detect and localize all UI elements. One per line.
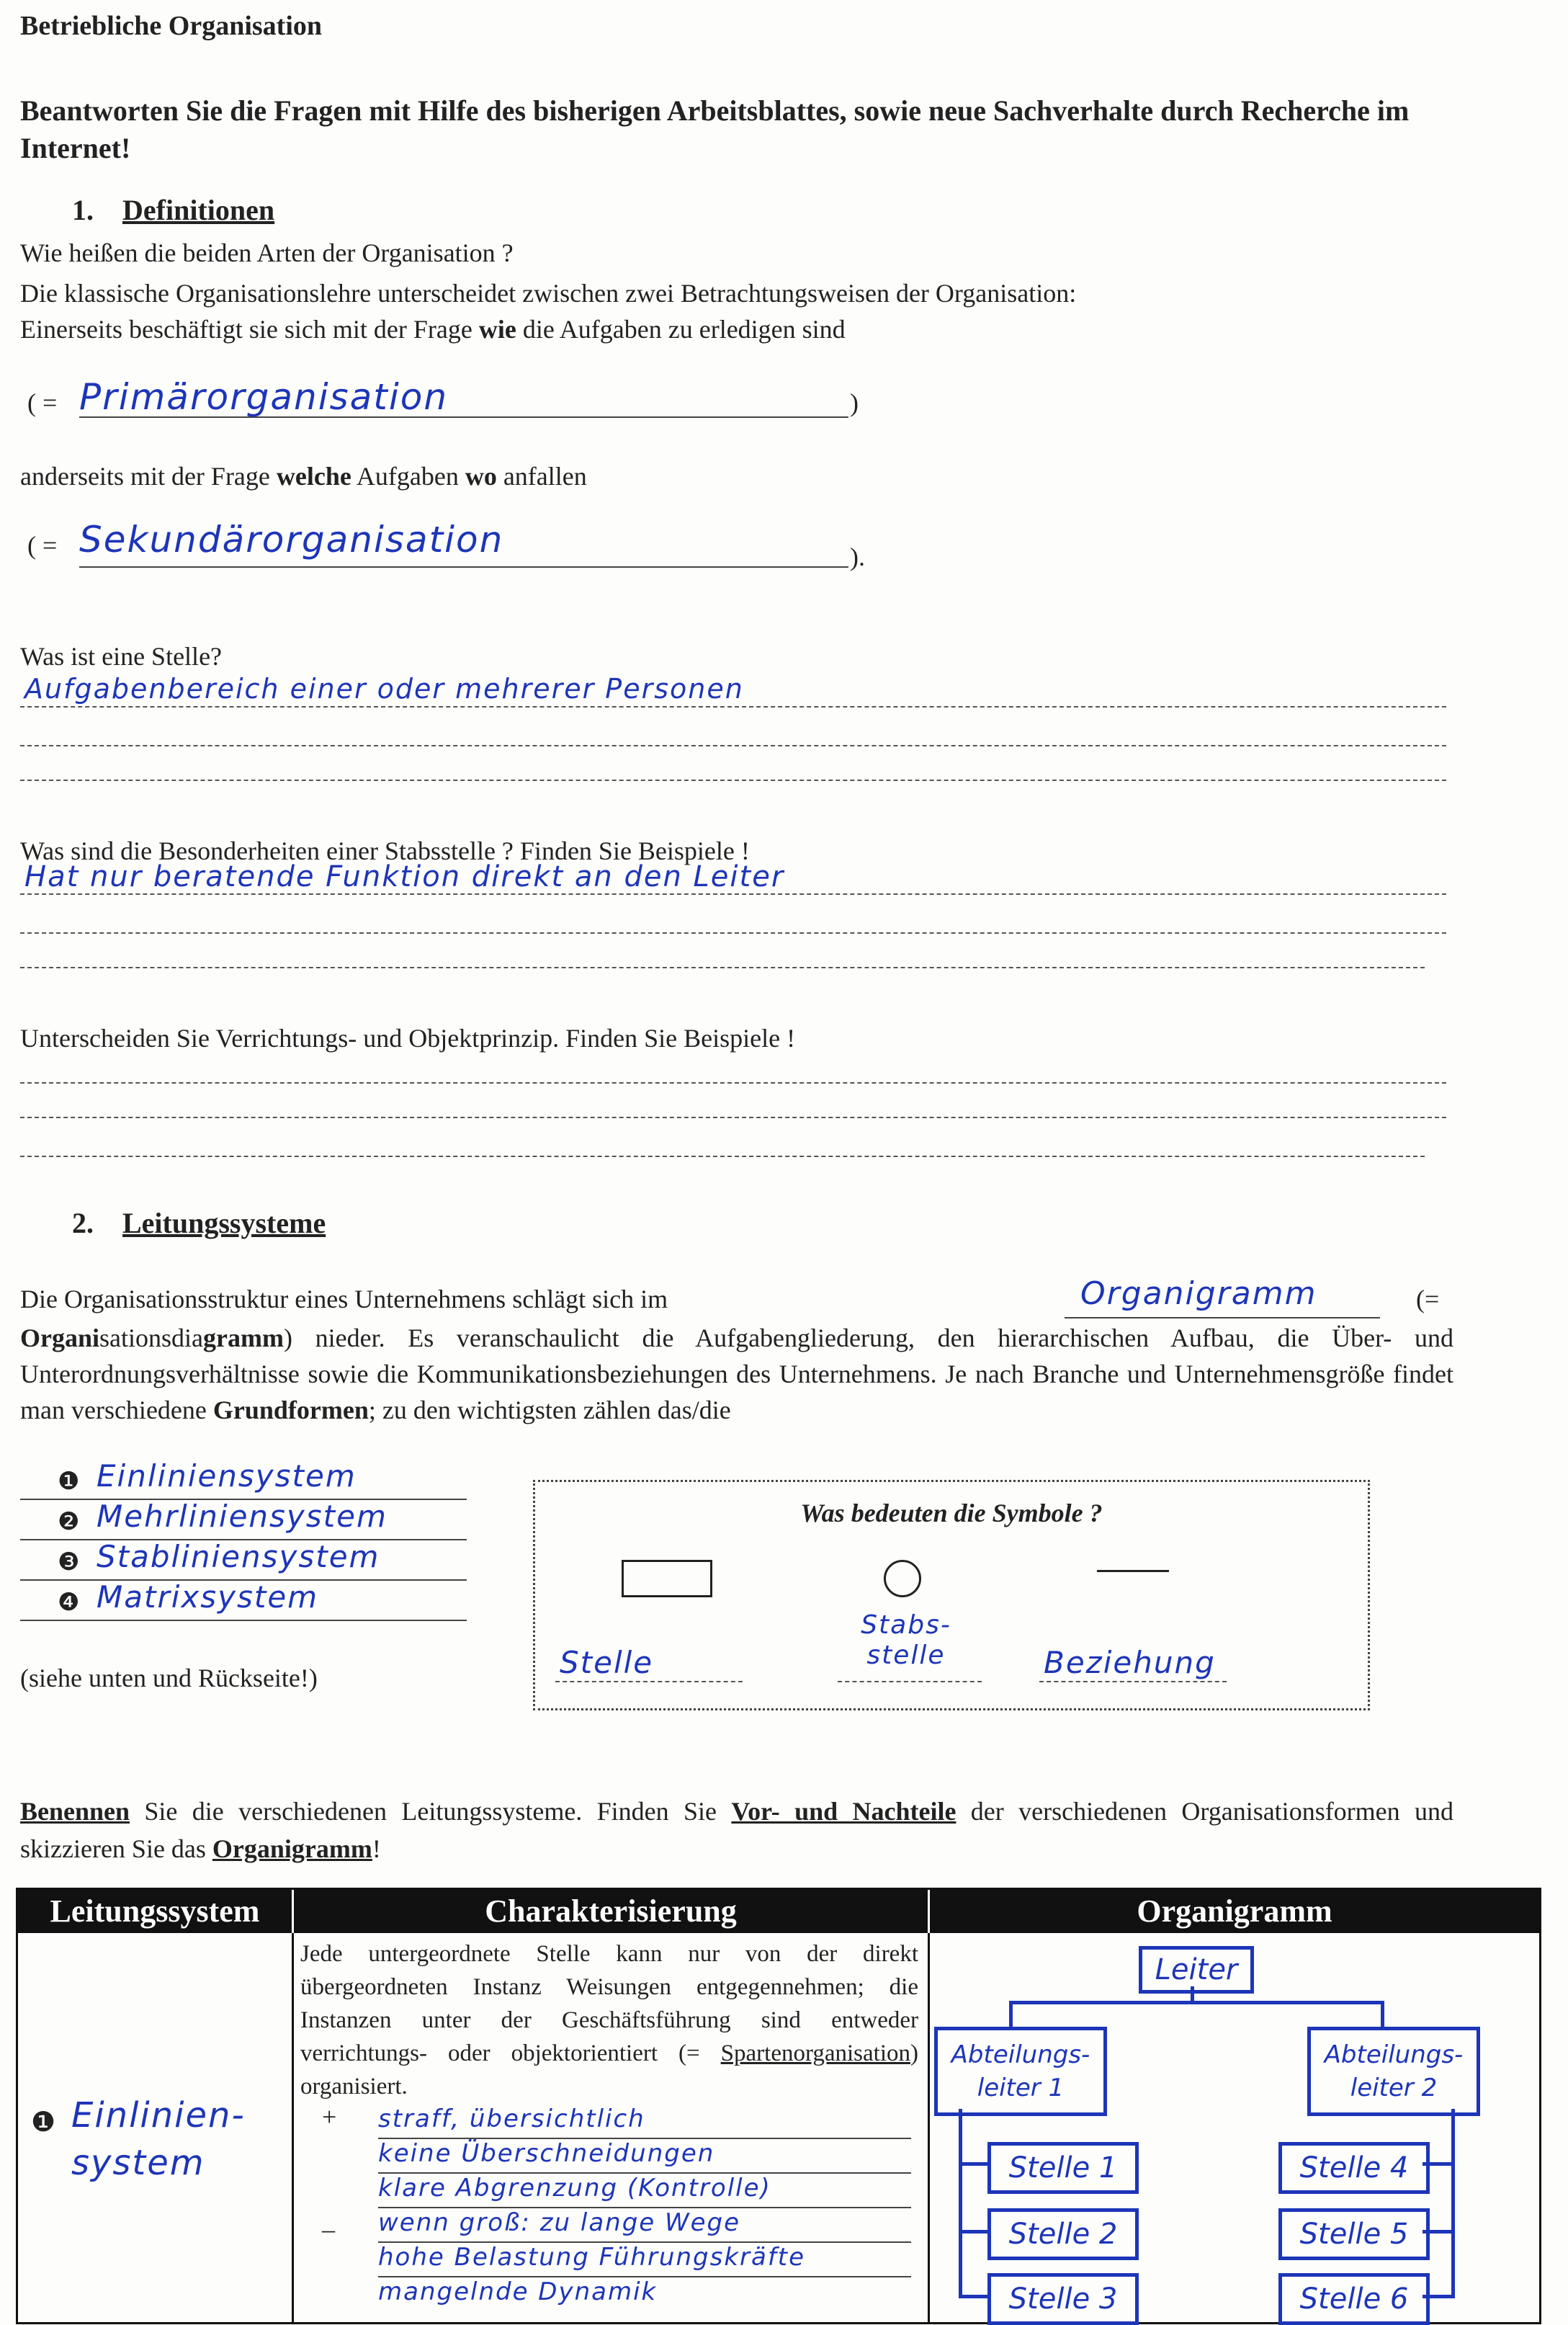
org-box-stelle: Stelle 4 xyxy=(1278,2142,1430,2194)
answer-line-2 xyxy=(79,566,848,568)
pro-item: straff, übersichtlich xyxy=(378,2105,911,2139)
section-1-number: 1. xyxy=(72,194,94,226)
symbol-answer-line-2 xyxy=(838,1681,982,1682)
line-symbol xyxy=(1097,1570,1169,1572)
org-connector xyxy=(1451,2109,1455,2298)
answer-line-prinzip-3 xyxy=(20,1156,1425,1157)
answer-line-stelle-1 xyxy=(20,706,1446,708)
minus-sign: – xyxy=(322,2215,335,2244)
answer-stelle: Aufgabenbereich einer oder mehrerer Personen xyxy=(24,673,744,705)
org-connector xyxy=(1009,2001,1384,2004)
paragraph-anderseits: anderseits mit der Frage welche Aufgaben wo anfallen xyxy=(20,462,587,491)
note-rueckseite: (siehe unten und Rückseite!) xyxy=(20,1664,318,1692)
answer-line-stelle-2 xyxy=(20,745,1446,746)
answer-line-organigramm xyxy=(1065,1317,1380,1318)
org-connector xyxy=(959,2162,987,2166)
close-paren-1: ) xyxy=(850,388,859,417)
grundform-item: ❸ Stabliniensystem xyxy=(20,1540,467,1581)
org-connector xyxy=(1009,2001,1013,2030)
symbols-title: Was bedeuten die Symbole ? xyxy=(800,1499,1103,1527)
page-title: Betriebliche Organisation xyxy=(20,11,323,41)
section-1-heading xyxy=(72,193,274,227)
characterisation-text: Jede untergeordnete Stelle kann nur von der direkt übergeordneten Instanz Weisungen entgegennehmen; die Instanzen unter der Geschäftsführung sind entweder verrichtungs- oder objektorientiert (= Spartenorganisation) organisiert. xyxy=(300,1941,918,2099)
organigramm-sentence-start: Die Organisationsstruktur eines Unternehmens schlägt sich im xyxy=(20,1285,668,1313)
org-box-leiter: Leiter xyxy=(1139,1946,1254,1994)
org-box-abteilungsleiter-2: Abteilungs- leiter 2 xyxy=(1307,2027,1480,2116)
grundform-answer: Mehrliniensystem xyxy=(97,1499,387,1534)
org-box-abteilungsleiter-1: Abteilungs- leiter 1 xyxy=(934,2027,1107,2116)
section-2-title: Leitungssysteme xyxy=(122,1207,326,1239)
symbol-answer-stabsstelle: Stabs- stelle xyxy=(861,1610,951,1670)
org-box-stelle: Stelle 3 xyxy=(987,2273,1139,2325)
column-divider xyxy=(292,1933,294,2322)
con-item: mangelnde Dynamik xyxy=(378,2277,658,2306)
leitungssysteme-table: Leitungssystem Charakterisierung Organigramm ❶ Einlinien- system Jede untergeordnete Stelle kann nur von der direkt übergeordneten Instanz Weisungen entgegennehmen; die Instanzen unter der Geschäftsführung sind entweder verrichtungs- oder objektorientiert (= Spartenorganisation) organisiert. + – straff, übersichtlich keine Überschneidungen klare Abgrenzung (Kontrolle) wenn groß: zu lange Wege hohe Belastung Führungskräfte mangelnde Dynamik Leiter Abteilungs- leiter 1 Abteilungs- leiter 2 Stelle 1 Stelle 2 Stelle 3 Stelle 4 Stelle 5 Stelle 6 xyxy=(16,1888,1541,2324)
task-paragraph: Benennen Sie die verschiedenen Leitungssysteme. Finden Sie Vor- und Nachteile der verschiedenen Organisationsformen und skizzieren Sie das Organigramm! xyxy=(20,1797,1454,1863)
pros-cons-list xyxy=(378,2105,911,2311)
symbol-answer-beziehung: Beziehung xyxy=(1044,1645,1216,1680)
org-connector xyxy=(1191,1986,1194,2002)
grundform-item: ❶ Einliniensystem xyxy=(20,1460,467,1500)
answer-line-stab-2 xyxy=(20,932,1446,934)
open-paren-1: ( = xyxy=(27,388,58,417)
grundform-answer: Matrixsystem xyxy=(97,1579,319,1615)
section-2-number: 2. xyxy=(72,1207,94,1239)
paragraph-organisationslehre: Die klassische Organisationslehre unterscheidet zwischen zwei Betrachtungsweisen der Organisation: xyxy=(20,279,1077,308)
symbol-answer-line-1 xyxy=(555,1681,743,1682)
symbol-answer-line-3 xyxy=(1039,1681,1227,1682)
org-box-stelle: Stelle 6 xyxy=(1278,2273,1430,2325)
header-leitungssystem: Leitungssystem xyxy=(18,1890,294,1933)
question-stelle: Was ist eine Stelle? xyxy=(20,642,223,671)
grundform-item: ❷ Mehrliniensystem xyxy=(20,1500,467,1540)
answer-line-prinzip-2 xyxy=(20,1117,1446,1118)
answer-line-stab-3 xyxy=(20,967,1425,968)
grundformen-list xyxy=(20,1460,467,1621)
org-connector xyxy=(959,2109,962,2298)
answer-stabsstelle: Hat nur beratende Funktion direkt an den Leiter xyxy=(24,860,785,893)
system-name: Einlinien- system xyxy=(71,2095,246,2183)
answer-line-prinzip-1 xyxy=(20,1082,1446,1084)
question-organisation-types: Wie heißen die beiden Arten der Organisation ? xyxy=(20,238,514,267)
section-1-title: Definitionen xyxy=(122,194,275,226)
grundform-item: ❹ Matrixsystem xyxy=(20,1581,467,1621)
question-stabsstelle: Was sind die Besonderheiten einer Stabsstelle ? Finden Sie Beispiele ! xyxy=(20,836,750,865)
question-verrichtung-objekt: Unterscheiden Sie Verrichtungs- und Objektprinzip. Finden Sie Beispiele ! xyxy=(20,1024,796,1053)
org-connector xyxy=(959,2295,987,2298)
rectangle-symbol xyxy=(622,1560,712,1597)
header-organigramm: Organigramm xyxy=(930,1890,1539,1933)
organigramm-paragraph: Organisationsdiagramm) nieder. Es veranschaulicht die Aufgabengliederung, den hierarchischen Aufbau, die Über- und Unterordnungsverhältnisse sowie die Kommunikationsbeziehungen des Unternehmens. Je nach Branche und Unternehmensgröße findet man verschiedene Grundformen; zu den wichtigsten zählen das/die xyxy=(20,1324,1453,1424)
answer-sekundaerorganisation: Sekundärorganisation xyxy=(79,519,504,561)
pro-item: klare Abgrenzung (Kontrolle) xyxy=(378,2174,911,2208)
org-box-stelle: Stelle 1 xyxy=(987,2142,1139,2194)
section-2-heading xyxy=(72,1206,326,1240)
answer-organigramm: Organigramm xyxy=(1080,1275,1317,1312)
circle-symbol xyxy=(884,1560,921,1597)
org-connector xyxy=(1381,2001,1384,2030)
symbol-answer-stelle: Stelle xyxy=(560,1645,654,1680)
pro-item: keine Überschneidungen xyxy=(378,2139,911,2174)
org-connector xyxy=(959,2230,987,2233)
con-item: hohe Belastung Führungskräfte xyxy=(378,2243,911,2277)
organigram-sketch xyxy=(930,1933,1539,2322)
con-item: wenn groß: zu lange Wege xyxy=(378,2208,911,2243)
grundform-answer: Stabliniensystem xyxy=(97,1539,380,1574)
grundform-answer: Einliniensystem xyxy=(97,1458,357,1494)
answer-primaerorganisation: Primärorganisation xyxy=(79,376,449,418)
paren-equals: (= xyxy=(1416,1285,1440,1313)
answer-line-stelle-3 xyxy=(20,780,1446,781)
answer-line-stab-1 xyxy=(20,893,1446,895)
paragraph-einerseits: Einerseits beschäftigt sie sich mit der Frage wie die Aufgaben zu erledigen sind xyxy=(20,315,846,344)
close-paren-2: ). xyxy=(850,543,865,571)
open-paren-2: ( = xyxy=(27,531,58,560)
header-charakterisierung: Charakterisierung xyxy=(294,1890,930,1933)
org-box-stelle: Stelle 5 xyxy=(1278,2208,1430,2260)
org-box-stelle: Stelle 2 xyxy=(987,2208,1139,2260)
plus-sign: + xyxy=(322,2102,337,2131)
instructions: Beantworten Sie die Fragen mit Hilfe des bisherigen Arbeitsblattes, sowie neue Sachverhalte durch Recherche im Internet! xyxy=(20,94,1410,164)
symbols-box xyxy=(533,1480,1370,1710)
